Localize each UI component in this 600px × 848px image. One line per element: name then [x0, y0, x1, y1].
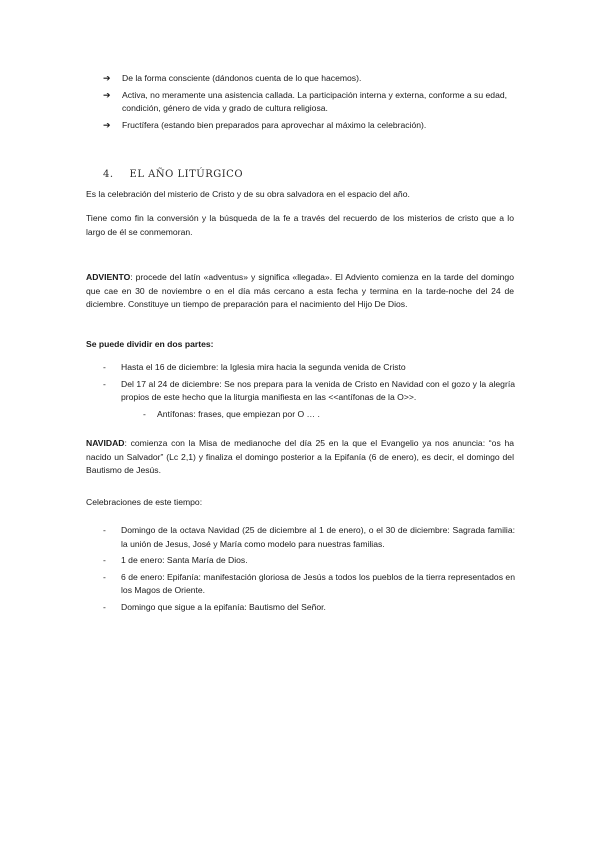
divide-heading: Se puede dividir en dos partes: [86, 339, 214, 349]
list-item [103, 571, 515, 598]
dash-bullet: - [103, 571, 106, 582]
celebraciones-list [103, 524, 515, 617]
navidad-text: : comienza con la Misa de medianoche del día 25 en la que el Evangelio ya nos anuncia: “os ha nacido un Salvador” (Lc 2,1) y finaliza el domingo posterior a la Epifanía (6 de enero), es decir, el domingo del Bautismo de Jesús. [86, 438, 514, 475]
arrow-right-icon: ➔ [103, 119, 111, 130]
section-heading [103, 168, 243, 182]
section-number: 4. [103, 169, 114, 181]
arrow-item-text: Fructífera (estando bien preparados para aprovechar al máximo la celebración). [122, 119, 427, 130]
sub-list-item [143, 408, 515, 422]
list-item [103, 524, 515, 551]
sub-list [143, 408, 515, 422]
arrow-right-icon: ➔ [103, 73, 111, 83]
dash-bullet: - [103, 525, 106, 535]
dash-bullet: - [103, 378, 106, 389]
navidad-label: NAVIDAD [86, 438, 125, 448]
list-item-text: 6 de enero: Epifanía: manifestación gloriosa de Jesús a todos los pueblos de la tierra representados en los Magos de Oriente. [121, 571, 515, 595]
arrow-right-icon: ➔ [103, 89, 111, 100]
intro-paragraph: Es la celebración del misterio de Cristo y de su obra salvadora en el espacio del año. [86, 189, 410, 199]
list-item [103, 601, 515, 615]
list-item-text: Hasta el 16 de diciembre: la Iglesia mira hacia la segunda venida de Cristo [121, 362, 406, 372]
adviento-text: : procede del latín «adventus» y significa «llegada». El Adviento comienza en la tarde del domingo que cae en 30 de noviembre o en el día más cercano a esta fecha y termina en la tarde-noche del 24 de diciembre. Constituye un tiempo de preparación para el nacimiento del Hijo De Dios. [86, 272, 514, 309]
intro-paragraph: Tiene como fin la conversión y la búsqueda de la fe a través del recuerdo de los misterios de cristo que a lo largo de él se conmemoran. [86, 213, 514, 237]
arrow-bullet-list [103, 72, 523, 135]
adviento-paragraph [86, 271, 514, 312]
arrow-item-text: De la forma consciente (dándonos cuenta de lo que hacemos). [122, 73, 362, 83]
arrow-list-item [103, 89, 523, 116]
arrow-list-item [103, 72, 523, 86]
list-item [103, 361, 515, 375]
adviento-label: ADVIENTO [86, 272, 131, 282]
dash-bullet: - [103, 601, 106, 612]
dash-bullet: - [103, 555, 106, 565]
arrow-list-item [103, 119, 523, 133]
list-item-text: Domingo de la octava Navidad (25 de diciembre al 1 de enero), o el 30 de diciembre: Sagrada familia: la unión de Jesus, José y María como modelo para nuestras familias. [121, 525, 515, 549]
dash-bullet: - [143, 408, 146, 419]
navidad-paragraph [86, 437, 514, 478]
divide-list [103, 361, 515, 424]
celebraciones-heading: Celebraciones de este tiempo: [86, 497, 203, 507]
list-item-text: Del 17 al 24 de diciembre: Se nos prepara para la venida de Cristo en Navidad con el gozo y la alegría propios de este hecho que la liturgia manifiesta en las <<antífonas de la O>>. [121, 378, 515, 402]
sub-list-item-text: Antífonas: frases, que empiezan por O … . [157, 408, 320, 419]
dash-bullet: - [103, 362, 106, 372]
list-item [103, 378, 515, 422]
list-item [103, 554, 515, 568]
list-item-text: Domingo que sigue a la epifanía: Bautismo del Señor. [121, 601, 326, 612]
arrow-item-text: Activa, no meramente una asistencia callada. La participación interna y externa, conforme a su edad, condición, género de vida y grado de cultura religiosa. [122, 89, 508, 113]
section-title: EL AÑO LITÚRGICO [129, 169, 244, 181]
list-item-text: 1 de enero: Santa María de Dios. [121, 555, 248, 565]
